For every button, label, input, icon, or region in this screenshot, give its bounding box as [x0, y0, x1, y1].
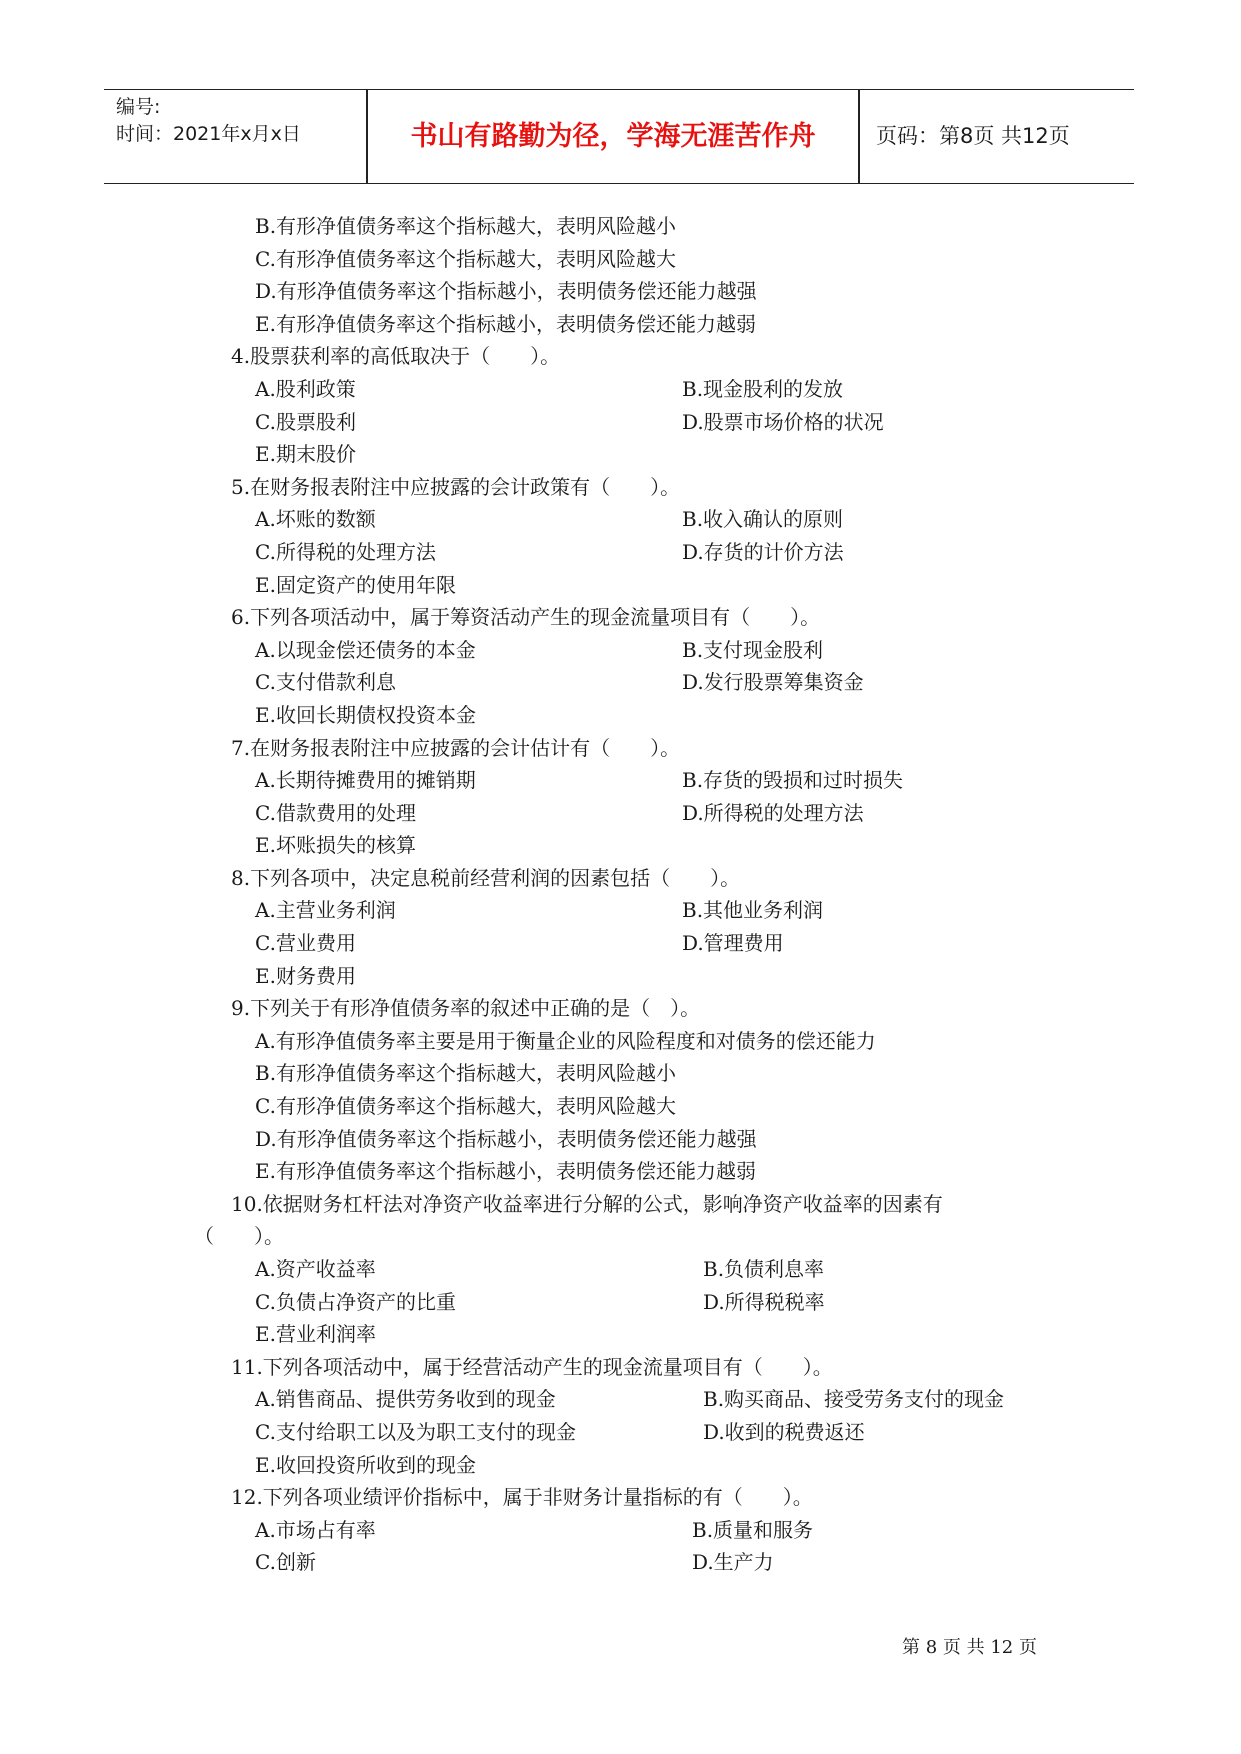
- option-c: C.营业费用: [255, 931, 356, 956]
- option-a: A.销售商品、提供劳务收到的现金: [255, 1387, 556, 1412]
- option-row: [0, 1286, 1241, 1319]
- header-page-number: 页码：第8页 共12页: [876, 124, 1070, 148]
- option-e: E.收回长期债权投资本金: [255, 702, 476, 727]
- option-b: B.其他业务利润: [682, 898, 824, 923]
- option-b: B.支付现金股利: [682, 637, 824, 662]
- option-row: [0, 569, 1241, 602]
- option-text: C.有形净值债务率这个指标越大，表明风险越大: [255, 246, 676, 271]
- option-b: B.现金股利的发放: [682, 376, 844, 401]
- option-b: B.负债利息率: [703, 1257, 825, 1281]
- option-c: C.支付借款利息: [255, 670, 396, 695]
- document-time: 时间：2021年x月x日: [116, 123, 301, 145]
- question-content: [0, 210, 1241, 1579]
- option-e: E.坏账损失的核算: [255, 833, 416, 858]
- question-stem: 7.在财务报表附注中应披露的会计估计有（ ）。: [231, 735, 681, 760]
- option-c: C.所得税的处理方法: [255, 539, 436, 564]
- option-row: [0, 1449, 1241, 1482]
- option-row: [0, 764, 1241, 797]
- option-a: A.资产收益率: [255, 1257, 376, 1281]
- option-a: A.坏账的数额: [255, 507, 376, 532]
- question-stem: 10.依据财务杠杆法对净资产收益率进行分解的公式，影响净资产收益率的因素有: [231, 1191, 943, 1216]
- option-b: B.购买商品、接受劳务支付的现金: [703, 1387, 1005, 1412]
- option-row: [0, 927, 1241, 960]
- option-row: [0, 1514, 1241, 1547]
- option-row: [0, 1546, 1241, 1579]
- option-d: D.股票市场价格的状况: [682, 409, 884, 434]
- option-a: A.股利政策: [255, 376, 356, 401]
- option-row: [0, 634, 1241, 667]
- option-c: C.创新: [255, 1550, 316, 1575]
- option-c: C.有形净值债务率这个指标越大，表明风险越大: [255, 1094, 676, 1119]
- option-line: [0, 243, 1241, 276]
- document-number-label: 编号:: [116, 96, 161, 118]
- option-b: B.有形净值债务率这个指标越大，表明风险越小: [255, 1061, 677, 1086]
- option-row: [0, 503, 1241, 536]
- option-line: [0, 1155, 1241, 1188]
- option-b: B.质量和服务: [692, 1517, 814, 1542]
- header-motto: 书山有路勤为径，学海无涯苦作舟: [410, 121, 816, 152]
- option-c: C.借款费用的处理: [255, 800, 416, 825]
- option-e: E.有形净值债务率这个指标越小，表明债务偿还能力越弱: [255, 1159, 756, 1184]
- option-a: A.有形净值债务率主要是用于衡量企业的风险程度和对债务的偿还能力: [255, 1028, 876, 1053]
- option-line: [0, 1123, 1241, 1156]
- option-e: E.收回投资所收到的现金: [255, 1452, 476, 1477]
- option-row: [0, 1383, 1241, 1416]
- option-text: B.有形净值债务率这个指标越大，表明风险越小: [255, 214, 677, 238]
- option-c: C.支付给职工以及为职工支付的现金: [255, 1419, 576, 1444]
- option-d: D.发行股票筹集资金: [682, 670, 864, 695]
- question-stem: 8.下列各项中，决定息税前经营利润的因素包括（ ）。: [231, 865, 741, 890]
- option-line: [0, 1057, 1241, 1090]
- option-d: D.管理费用: [682, 931, 784, 956]
- option-c: C.股票股利: [255, 409, 356, 434]
- page-header: [104, 89, 1134, 184]
- option-text: D.有形净值债务率这个指标越小，表明债务偿还能力越强: [255, 279, 757, 304]
- option-text: E.有形净值债务率这个指标越小，表明债务偿还能力越弱: [255, 311, 756, 336]
- option-a: A.长期待摊费用的摊销期: [255, 768, 476, 793]
- header-meta: [116, 94, 366, 148]
- option-a: A.市场占有率: [255, 1517, 376, 1542]
- option-line: [0, 1025, 1241, 1058]
- option-e: E.财务费用: [255, 963, 356, 988]
- question-stem: 6.下列各项活动中，属于筹资活动产生的现金流量项目有（ ）。: [231, 605, 821, 630]
- option-b: B.收入确认的原则: [682, 507, 844, 532]
- question-stem: 12.下列各项业绩评价指标中，属于非财务计量指标的有（ ）。: [231, 1485, 813, 1510]
- option-b: B.存货的毁损和过时损失: [682, 768, 904, 793]
- option-row: [0, 699, 1241, 732]
- option-row: [0, 536, 1241, 569]
- option-row: [0, 1253, 1241, 1286]
- option-d: D.有形净值债务率这个指标越小，表明债务偿还能力越强: [255, 1126, 757, 1151]
- question-stem-continuation: （ ）。: [194, 1224, 284, 1249]
- option-row: [0, 1416, 1241, 1449]
- option-line: [0, 1090, 1241, 1123]
- option-a: A.以现金偿还债务的本金: [255, 637, 476, 662]
- page-footer: 第 8 页 共 12 页: [902, 1637, 1037, 1658]
- option-row: [0, 960, 1241, 993]
- option-d: D.收到的税费返还: [703, 1419, 865, 1444]
- option-row: [0, 797, 1241, 830]
- option-row: [0, 373, 1241, 406]
- option-a: A.主营业务利润: [255, 898, 396, 923]
- option-e: E.固定资产的使用年限: [255, 572, 456, 597]
- question-stem: 11.下列各项活动中，属于经营活动产生的现金流量项目有（ ）。: [231, 1354, 833, 1379]
- option-d: D.所得税的处理方法: [682, 800, 864, 825]
- question-stem: 5.在财务报表附注中应披露的会计政策有（ ）。: [231, 474, 681, 499]
- option-row: [0, 1318, 1241, 1351]
- option-e: E.营业利润率: [255, 1322, 376, 1347]
- option-e: E.期末股价: [255, 442, 356, 467]
- option-line: [0, 308, 1241, 341]
- question-stem: 4.股票获利率的高低取决于（ ）。: [231, 344, 561, 369]
- option-row: [0, 894, 1241, 927]
- option-d: D.所得税税率: [703, 1289, 825, 1314]
- option-row: [0, 829, 1241, 862]
- option-line: [0, 210, 1241, 243]
- option-c: C.负债占净资产的比重: [255, 1289, 456, 1314]
- option-d: D.生产力: [692, 1550, 774, 1575]
- option-row: [0, 406, 1241, 439]
- option-row: [0, 438, 1241, 471]
- option-d: D.存货的计价方法: [682, 539, 844, 564]
- option-row: [0, 666, 1241, 699]
- question-stem: 9.下列关于有形净值债务率的叙述中正确的是（ ）。: [231, 996, 701, 1021]
- option-line: [0, 275, 1241, 308]
